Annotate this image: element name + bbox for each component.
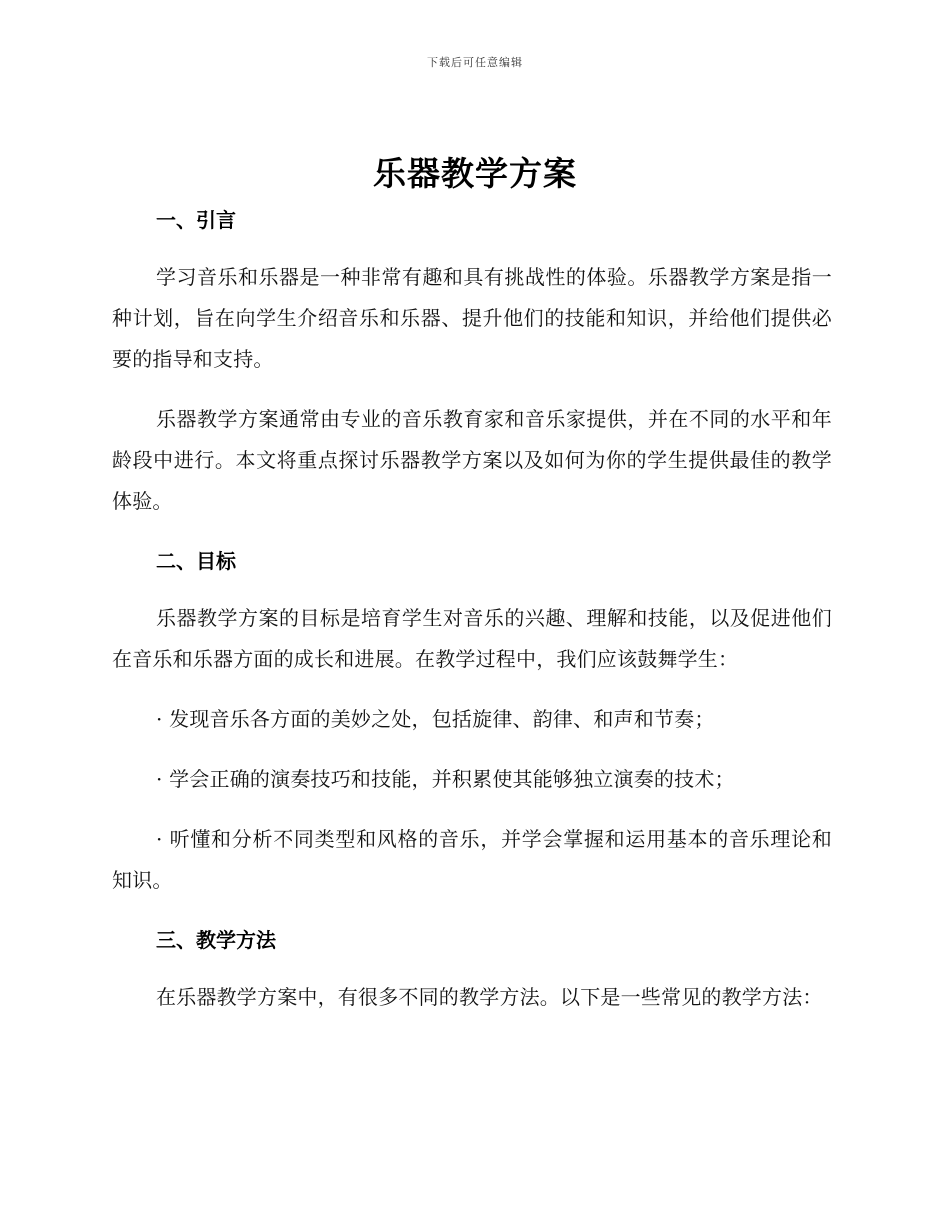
section-heading: 三、教学方法	[156, 928, 276, 952]
section-introduction	[112, 200, 832, 522]
bullet-item: · 听懂和分析不同类型和风格的音乐，并学会掌握和运用基本的音乐理论和知识。	[112, 827, 832, 892]
document-body	[112, 200, 832, 1018]
document-title: 乐器教学方案	[373, 154, 577, 193]
section-teaching-methods	[112, 920, 832, 1018]
bullet-item: · 发现音乐各方面的美妙之处，包括旋律、韵律、和声和节奏；	[156, 707, 715, 731]
paragraph: 学习音乐和乐器是一种非常有趣和具有挑战性的体验。乐器教学方案是指一种计划，旨在向学生介绍音乐和乐器、提升他们的技能和知识，并给他们提供必要的指导和支持。	[112, 265, 832, 371]
section-heading: 二、目标	[156, 549, 236, 573]
bullet-item: · 学会正确的演奏技巧和技能，并积累使其能够独立演奏的技术；	[156, 767, 735, 791]
paragraph: 乐器教学方案通常由专业的音乐教育家和音乐家提供，并在不同的水平和年龄段中进行。本文将重点探讨乐器教学方案以及如何为你的学生提供最佳的教学体验。	[112, 407, 832, 513]
page-header-note: 下载后可任意编辑	[427, 56, 523, 69]
paragraph: 在乐器教学方案中，有很多不同的教学方法。以下是一些常见的教学方法：	[156, 985, 823, 1009]
section-goals	[112, 541, 832, 901]
paragraph: 乐器教学方案的目标是培育学生对音乐的兴趣、理解和技能，以及促进他们在音乐和乐器方面的成长和进展。在教学过程中，我们应该鼓舞学生：	[112, 606, 832, 671]
section-heading: 一、引言	[156, 208, 236, 232]
